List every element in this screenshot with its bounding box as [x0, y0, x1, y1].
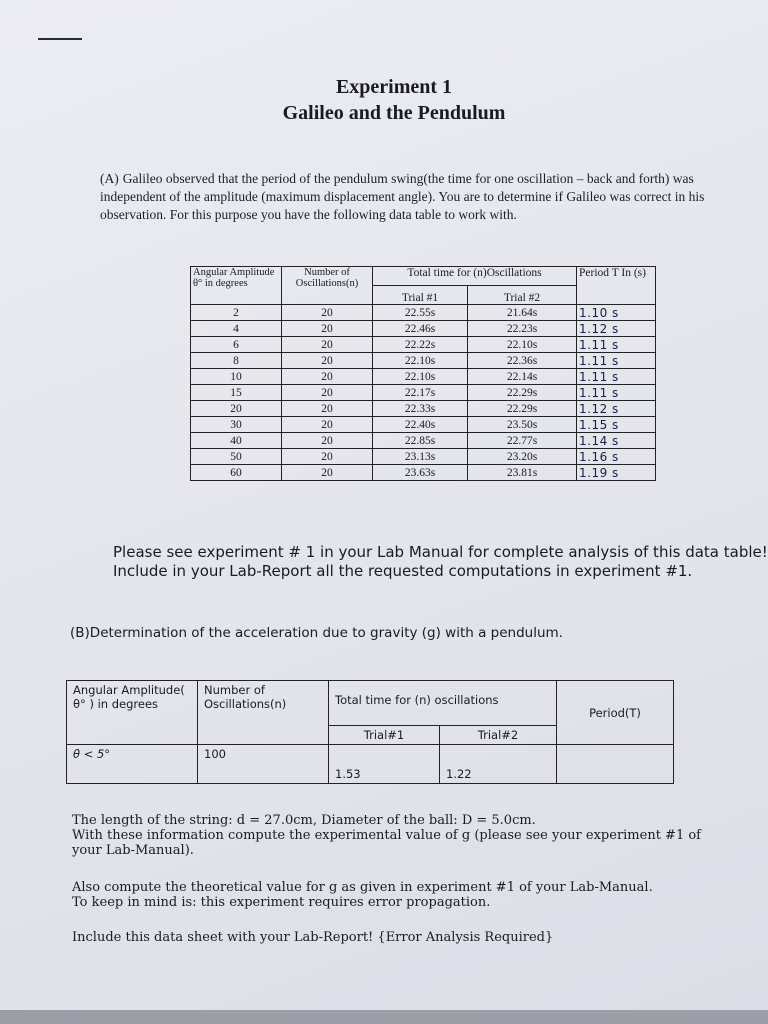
header-trial1: Trial #1	[373, 286, 468, 305]
table-row	[191, 385, 656, 401]
table-row	[191, 465, 656, 481]
intro-paragraph	[100, 170, 750, 224]
cell-trial2: 22.36s	[468, 353, 577, 369]
table-row	[191, 401, 656, 417]
cell-trial1: 23.63s	[373, 465, 468, 481]
cell-period: 1.10 s	[577, 305, 656, 321]
cell-trial2: 22.29s	[468, 385, 577, 401]
cell-n: 20	[282, 337, 373, 353]
cell-trial2: 22.77s	[468, 433, 577, 449]
footer-block-3	[72, 930, 712, 945]
cell-trial2: 22.14s	[468, 369, 577, 385]
cell-period	[557, 745, 674, 784]
note-line-1: Please see experiment # 1 in your Lab Manual for complete analysis of this data table!	[113, 543, 768, 561]
cell-trial1: 22.10s	[373, 353, 468, 369]
cell-angle: θ < 5°	[67, 745, 198, 784]
footer-block-1	[72, 813, 712, 858]
cell-n: 20	[282, 465, 373, 481]
footer-block-2	[72, 880, 712, 910]
page-title: Experiment 1	[335, 76, 453, 98]
cell-period: 1.11 s	[577, 337, 656, 353]
gravity-data-table	[66, 680, 674, 784]
cell-n: 20	[282, 385, 373, 401]
compute-theoretical-line: Also compute the theoretical value for g as given in experiment #1 of your Lab-Manual.	[72, 880, 653, 895]
intro-label: (A)	[100, 171, 119, 186]
cell-trial2: 1.22	[440, 745, 557, 784]
header-trial1: Trial#1	[329, 726, 440, 745]
table-row	[191, 449, 656, 465]
cell-trial2: 23.81s	[468, 465, 577, 481]
header-oscillations: Number of Oscillations(n)	[282, 267, 373, 305]
cell-n: 20	[282, 449, 373, 465]
cell-angle: 30	[191, 417, 282, 433]
table-row	[191, 353, 656, 369]
cell-period: 1.19 s	[577, 465, 656, 481]
cell-trial2: 22.23s	[468, 321, 577, 337]
cell-trial2: 22.29s	[468, 401, 577, 417]
cell-angle: 10	[191, 369, 282, 385]
header-period: Period T In (s)	[577, 267, 656, 305]
cell-trial1: 22.46s	[373, 321, 468, 337]
note-line-2: Include in your Lab-Report all the requested computations in experiment #1.	[113, 562, 693, 580]
cell-trial1: 22.55s	[373, 305, 468, 321]
table-row	[67, 745, 674, 784]
cell-trial1: 22.17s	[373, 385, 468, 401]
cell-trial2: 23.20s	[468, 449, 577, 465]
cell-n: 20	[282, 321, 373, 337]
table-row	[191, 417, 656, 433]
cell-trial1: 23.13s	[373, 449, 468, 465]
cell-angle: 2	[191, 305, 282, 321]
cell-n: 20	[282, 369, 373, 385]
header-angle: Angular Amplitude θ° in degrees	[191, 267, 282, 305]
cell-angle: 6	[191, 337, 282, 353]
compute-experimental-line: With these information compute the experimental value of g (please see your experiment #1 of your Lab-Manual).	[72, 828, 701, 858]
cell-trial2: 23.50s	[468, 417, 577, 433]
cell-n: 100	[198, 745, 329, 784]
cell-trial2: 22.10s	[468, 337, 577, 353]
table-row	[191, 433, 656, 449]
cell-n: 20	[282, 433, 373, 449]
table-row	[191, 369, 656, 385]
cell-angle: 60	[191, 465, 282, 481]
cell-period: 1.11 s	[577, 353, 656, 369]
table-row	[191, 321, 656, 337]
cell-period: 1.15 s	[577, 417, 656, 433]
cell-angle: 4	[191, 321, 282, 337]
table-row	[191, 305, 656, 321]
header-trial2: Trial #2	[468, 286, 577, 305]
header-total-time: Total time for (n)Oscillations	[373, 267, 577, 286]
include-sheet-line: Include this data sheet with your Lab-Report! {Error Analysis Required}	[72, 930, 554, 945]
cell-trial2: 21.64s	[468, 305, 577, 321]
cell-trial1: 22.33s	[373, 401, 468, 417]
table-row	[191, 337, 656, 353]
cell-n: 20	[282, 305, 373, 321]
page-subtitle: Galileo and the Pendulum	[282, 102, 506, 124]
cell-trial1: 22.22s	[373, 337, 468, 353]
cell-angle: 8	[191, 353, 282, 369]
cell-trial1: 22.40s	[373, 417, 468, 433]
cell-n: 20	[282, 417, 373, 433]
cell-period: 1.14 s	[577, 433, 656, 449]
header-oscillations: Number of Oscillations(n)	[198, 681, 329, 745]
cell-trial1: 22.10s	[373, 369, 468, 385]
cell-period: 1.16 s	[577, 449, 656, 465]
error-propagation-line: To keep in mind is: this experiment requires error propagation.	[72, 895, 491, 910]
cell-angle: 20	[191, 401, 282, 417]
cell-angle: 15	[191, 385, 282, 401]
header-trial2: Trial#2	[440, 726, 557, 745]
cell-period: 1.12 s	[577, 401, 656, 417]
part-b-heading: (B)Determination of the acceleration due to gravity (g) with a pendulum.	[70, 625, 563, 641]
cell-angle: 50	[191, 449, 282, 465]
intro-text: Galileo observed that the period of the pendulum swing(the time for one oscillation – back and forth) was independent of the amplitude (maximum displacement angle). You are to determine if Galileo was correct in his observation. For this purpose you have the following data table to work with.	[100, 171, 705, 222]
cell-period: 1.11 s	[577, 385, 656, 401]
cell-period: 1.11 s	[577, 369, 656, 385]
amplitude-data-table	[190, 266, 656, 481]
cell-angle: 40	[191, 433, 282, 449]
header-period: Period(T)	[557, 681, 674, 745]
cell-period: 1.12 s	[577, 321, 656, 337]
string-length-line: The length of the string: d = 27.0cm, Diameter of the ball: D = 5.0cm.	[72, 813, 536, 828]
header-total-time: Total time for (n) oscillations	[329, 681, 557, 726]
cell-trial1: 1.53	[329, 745, 440, 784]
cell-n: 20	[282, 401, 373, 417]
cell-n: 20	[282, 353, 373, 369]
cell-trial1: 22.85s	[373, 433, 468, 449]
header-angle: Angular Amplitude( θ° ) in degrees	[67, 681, 198, 745]
decorative-line	[38, 38, 82, 40]
